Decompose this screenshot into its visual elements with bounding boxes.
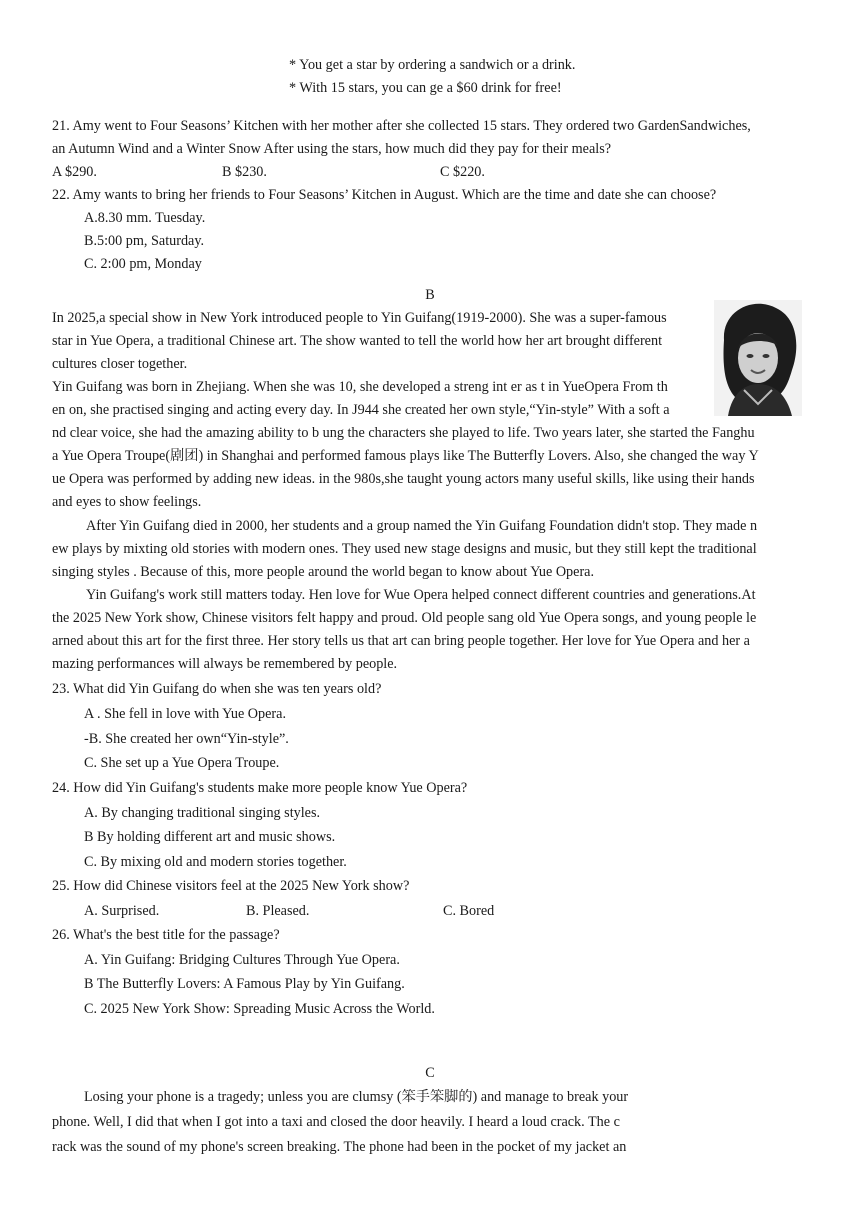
section-b-line: cultures closer together.: [52, 356, 188, 372]
q24-option-a: A. By changing traditional singing styles.: [84, 805, 321, 821]
section-c-heading: C: [425, 1065, 435, 1081]
q25-option-b: B. Pleased.: [246, 903, 310, 919]
section-b-line: Yin Guifang's work still matters today. Hen love for Wue Opera helped connect different countries and generations.At: [86, 587, 756, 603]
q22-option-c: C. 2:00 pm, Monday: [84, 256, 202, 272]
q25-option-c: C. Bored: [443, 903, 495, 919]
q23-option-c: C. She set up a Yue Opera Troupe.: [84, 755, 280, 771]
q24-option-c: C. By mixing old and modern stories together.: [84, 854, 347, 870]
note-star-rule: * You get a star by ordering a sandwich or a drink.: [289, 57, 576, 73]
q23-option-b: -B. She created her own“Yin-style”.: [84, 731, 289, 747]
q21-option-c: C $220.: [440, 164, 485, 180]
q24-question: 24. How did Yin Guifang's students make more people know Yue Opera?: [52, 780, 468, 796]
section-b-line: ue Opera was performed by adding new ideas. in the 980s,she taught young actors many useful skills, like using their hands: [52, 471, 755, 487]
q22-option-a: A.8.30 mm. Tuesday.: [84, 210, 206, 226]
section-c-line: rack was the sound of my phone's screen breaking. The phone had been in the pocket of my jacket an: [52, 1139, 627, 1155]
section-b-line: Yin Guifang was born in Zhejiang. When she was 10, she developed a streng int er as t in YueOpera From th: [52, 379, 668, 395]
section-b-line: After Yin Guifang died in 2000, her students and a group named the Yin Guifang Foundation didn't stop. They made n: [86, 518, 758, 534]
q21-option-b: B $230.: [222, 164, 267, 180]
portrait-photo: [714, 300, 802, 416]
section-b-line: en on, she practised singing and acting every day. In J944 she created her own style,“Yin-style” With a soft a: [52, 402, 670, 418]
q22-question: 22. Amy wants to bring her friends to Four Seasons’ Kitchen in August. Which are the time and date she can choose?: [52, 187, 717, 203]
section-b-line: and eyes to show feelings.: [52, 494, 202, 510]
note-free-drink: * With 15 stars, you can ge a $60 drink for free!: [289, 80, 562, 96]
section-b-line: the 2025 New York show, Chinese visitors felt happy and proud. Old people sang old Yue Opera songs, and young people le: [52, 610, 757, 626]
q26-question: 26. What's the best title for the passage?: [52, 927, 280, 943]
q25-question: 25. How did Chinese visitors feel at the 2025 New York show?: [52, 878, 410, 894]
section-b-line: a Yue Opera Troupe(剧团) in Shanghai and performed famous plays like The Butterfly Lovers. Also, she changed the way Y: [52, 448, 759, 464]
q24-option-b: B By holding different art and music shows.: [84, 829, 336, 845]
section-c-line: Losing your phone is a tragedy; unless you are clumsy (笨手笨脚的) and manage to break your: [84, 1089, 629, 1105]
q21-question-line2: an Autumn Wind and a Winter Snow After using the stars, how much did they pay for their meals?: [52, 141, 612, 157]
section-b-line: arned about this art for the first three. Her story tells us that art can bring people together. Her love for Yue Opera and her a: [52, 633, 750, 649]
section-b-line: star in Yue Opera, a traditional Chinese art. The show wanted to tell the world how her art brought different: [52, 333, 663, 349]
section-b-line: ew plays by mixting old stories with modern ones. They used new stage designs and music, but they still kept the traditional: [52, 541, 757, 557]
section-b-line: nd clear voice, she had the amazing ability to b ung the characters she played to life. Two years later, she started the Fanghu: [52, 425, 755, 441]
q23-question: 23. What did Yin Guifang do when she was ten years old?: [52, 681, 382, 697]
section-b-line: mazing performances will always be remembered by people.: [52, 656, 398, 672]
q22-option-b: B.5:00 pm, Saturday.: [84, 233, 205, 249]
q26-option-a: A. Yin Guifang: Bridging Cultures Through Yue Opera.: [84, 952, 400, 968]
section-b-line: In 2025,a special show in New York introduced people to Yin Guifang(1919-2000). She was a super-famous: [52, 310, 667, 326]
section-b-line: singing styles . Because of this, more people around the world began to know about Yue Opera.: [52, 564, 595, 580]
q23-option-a: A . She fell in love with Yue Opera.: [84, 706, 286, 722]
q21-option-a: A $290.: [52, 164, 97, 180]
q21-question-line1: 21. Amy went to Four Seasons’ Kitchen with her mother after she collected 15 stars. They ordered two GardenSandwiches,: [52, 118, 751, 134]
q25-option-a: A. Surprised.: [84, 903, 160, 919]
section-b-heading: B: [425, 287, 435, 303]
section-c-line: phone. Well, I did that when I got into a taxi and closed the door heavily. I heard a loud crack. The c: [52, 1114, 620, 1130]
q26-option-b: B The Butterfly Lovers: A Famous Play by Yin Guifang.: [84, 976, 405, 992]
q26-option-c: C. 2025 New York Show: Spreading Music Across the World.: [84, 1001, 435, 1017]
